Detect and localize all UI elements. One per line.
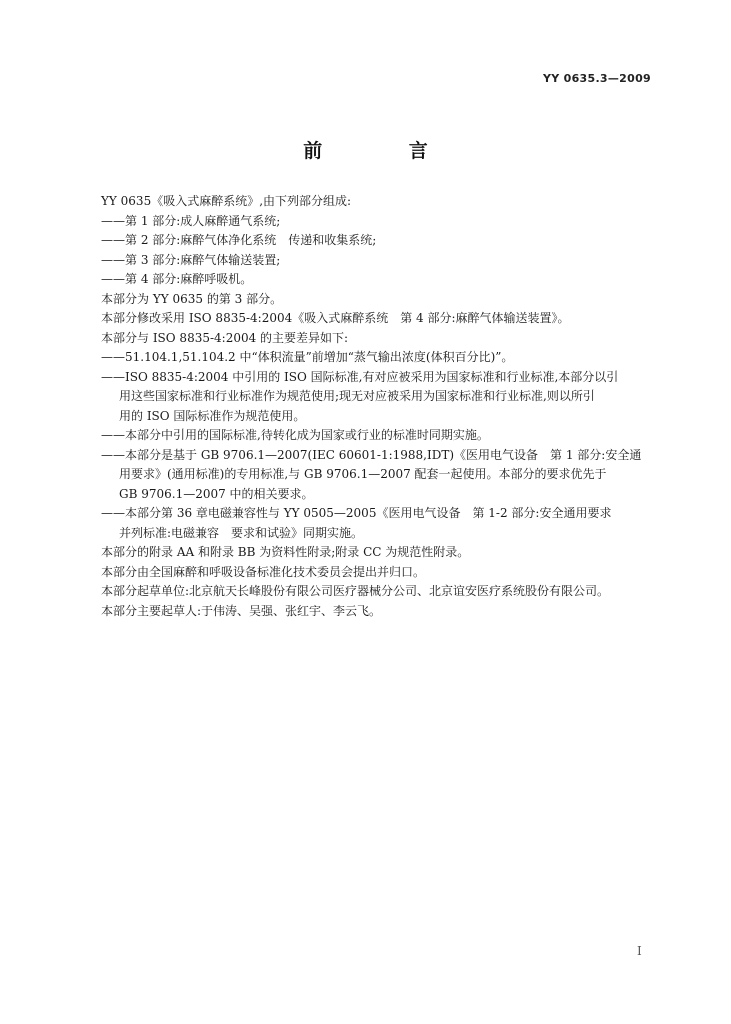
paragraph-proposer: 本部分由全国麻醉和呼吸设备标准化技术委员会提出并归口。 (101, 564, 426, 579)
difference-item: ——本部分中引用的国际标准,待转化成为国家或行业的标准时同期实施。 (101, 428, 489, 442)
part-item: ——第 2 部分:麻醉气体净化系统 传递和收集系统; (101, 233, 377, 247)
difference-line: GB 9706.1—2007 中的相关要求。 (119, 486, 314, 501)
paragraph-part-statement: 本部分为 YY 0635 的第 3 部分。 (101, 291, 283, 306)
difference-item (101, 446, 661, 505)
part-item: ——第 4 部分:麻醉呼吸机。 (101, 272, 253, 286)
difference-line: 用这些国家标准和行业标准作为规范使用;现无对应被采用为国家标准和行业标准,则以所引 (119, 389, 595, 403)
difference-line: 用的 ISO 国际标准作为规范使用。 (119, 408, 306, 423)
paragraph-adoption: 本部分修改采用 ISO 8835-4:2004《吸入式麻醉系统 第 4 部分:麻醉气体输送装置》。 (101, 311, 570, 325)
page-title: 前 言 (303, 140, 468, 162)
paragraph-annexes: 本部分的附录 AA 和附录 BB 为资料性附录;附录 CC 为规范性附录。 (101, 545, 470, 559)
paragraph-differences-intro: 本部分与 ISO 8835-4:2004 的主要差异如下: (101, 330, 349, 345)
difference-item (101, 504, 661, 543)
difference-line: ——本部分是基于 GB 9706.1—2007(IEC 60601-1:1988,IDT)《医用电气设备 第 1 部分:安全通 (101, 447, 642, 462)
difference-item: ——51.104.1,51.104.2 中“体积流量”前增加“蒸气输出浓度(体积百分比)”。 (101, 350, 514, 364)
foreword-body (101, 192, 661, 621)
difference-line: 用要求》(通用标准)的专用标准,与 GB 9706.1—2007 配套一起使用。本部分的要求优先于 (119, 467, 607, 481)
paragraph-drafting-units: 本部分起草单位:北京航天长峰股份有限公司医疗器械分公司、北京谊安医疗系统股份有限公司。 (101, 584, 610, 598)
difference-line: ——ISO 8835-4:2004 中引用的 ISO 国际标准,有对应被采用为国家标准和行业标准,本部分以引 (101, 369, 619, 384)
part-item: ——第 3 部分:麻醉气体输送装置; (101, 252, 281, 267)
paragraph-intro: YY 0635《吸入式麻醉系统》,由下列部分组成: (101, 194, 352, 208)
difference-line: ——本部分第 36 章电磁兼容性与 YY 0505—2005《医用电气设备 第 1-2 部分:安全通用要求 (101, 506, 612, 520)
page-number: I (637, 944, 642, 958)
difference-item (101, 368, 661, 427)
part-item: ——第 1 部分:成人麻醉通气系统; (101, 213, 281, 228)
paragraph-drafters: 本部分主要起草人:于伟涛、吴强、张红宇、李云飞。 (101, 603, 382, 618)
difference-line: 并列标准:电磁兼容 要求和试验》同期实施。 (119, 525, 364, 540)
standard-code: YY 0635.3—2009 (542, 72, 651, 85)
